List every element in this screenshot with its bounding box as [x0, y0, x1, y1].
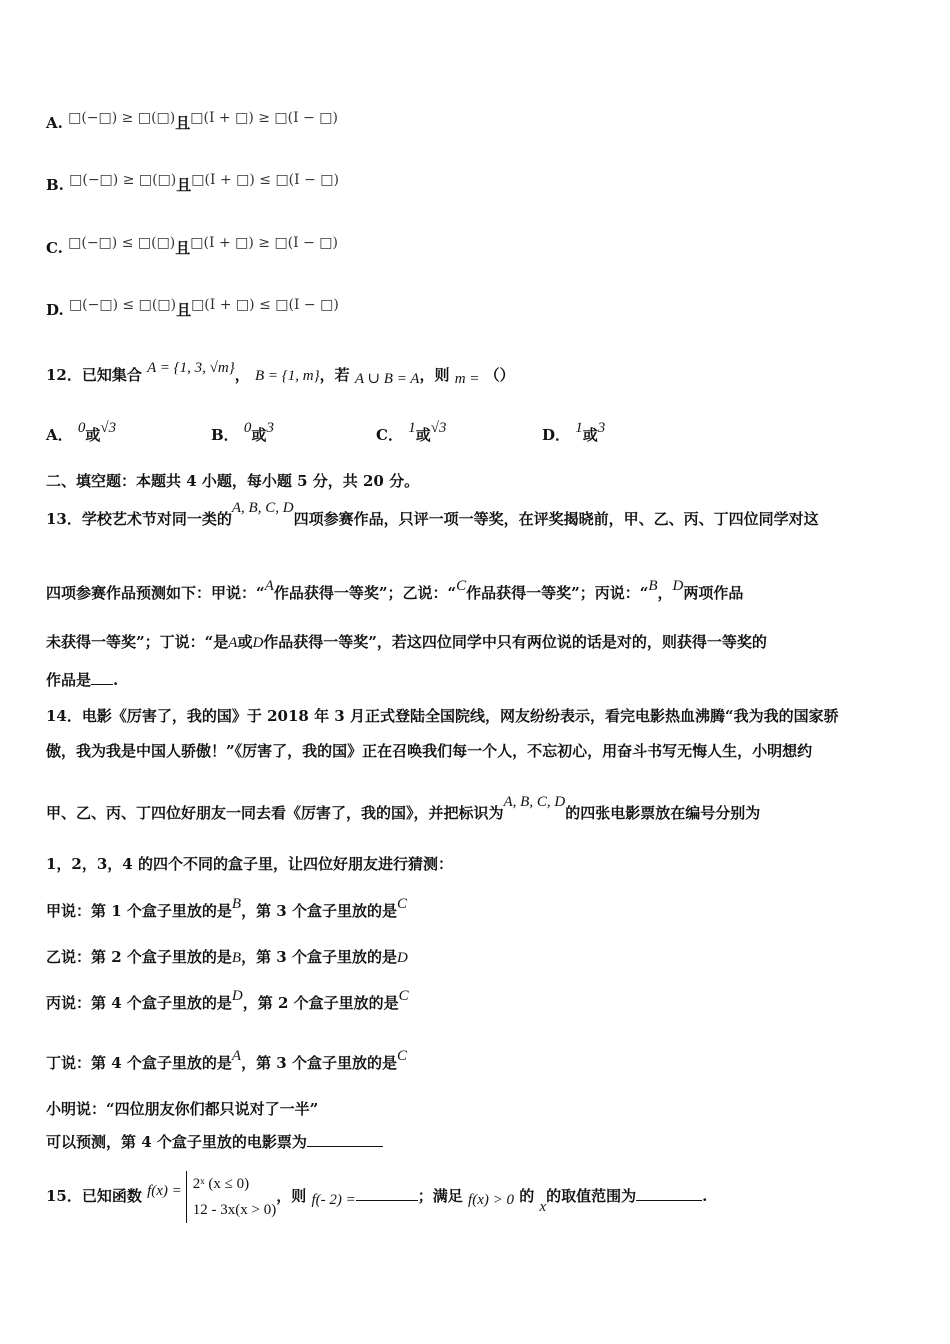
- math-expr: C: [396, 1048, 407, 1064]
- function-name: f(x) =: [147, 1183, 182, 1199]
- option-right-expr: □(I + □) ≤ □(I − □): [191, 297, 339, 313]
- guess-ding: [46, 1048, 407, 1075]
- set-b-expr: B = {1, m}: [254, 368, 320, 384]
- q11-option-d: [46, 299, 339, 322]
- option-label: D．: [542, 426, 571, 444]
- guess-text: ，第 2 个盒子里放的是: [242, 994, 399, 1012]
- math-expr: B: [231, 896, 242, 912]
- answer-blank[interactable]: [91, 670, 113, 685]
- option-connector: 且: [175, 114, 191, 132]
- section-heading: 二、填空题：本题共 4 小题，每小题 5 分，共 20 分。: [46, 472, 420, 490]
- math-expr: D: [396, 950, 408, 966]
- stem-text: 可以预测，第 4 个盒子里放的电影票为: [46, 1133, 307, 1151]
- option-label: A．: [46, 426, 73, 444]
- guess-jia: [46, 896, 407, 923]
- option-label: D.: [46, 301, 64, 319]
- guess-text: 丁说：第 4 个盒子里放的是: [46, 1054, 232, 1072]
- math-variable: x: [539, 1199, 547, 1215]
- math-expr: A: [264, 578, 274, 594]
- stem-text: 作品是: [46, 671, 92, 689]
- option-value: 0: [243, 420, 252, 436]
- stem-text: 四项参赛作品，只评一项一等奖，在评奖揭晓前，甲、乙、丙、丁四位同学对这: [293, 510, 819, 528]
- guess-text: 丙说：第 4 个盒子里放的是: [46, 994, 232, 1012]
- guess-text: ，第 3 个盒子里放的是: [241, 948, 397, 966]
- math-expr: A, B, C, D: [231, 500, 294, 516]
- option-label: B.: [46, 176, 64, 194]
- guess-text: 甲说：第 1 个盒子里放的是: [46, 902, 232, 920]
- stem-text: 作品获得一等奖”，若这四位同学中只有两位说的话是对的，则获得一等奖的: [263, 633, 767, 651]
- q13-line-1: [46, 500, 819, 531]
- stem-text: 的四张电影票放在编号分别为: [565, 804, 761, 822]
- math-expr: C: [456, 578, 467, 594]
- stem-text: 作品获得一等奖”；乙说：“: [273, 584, 457, 602]
- option-value: 1: [575, 420, 583, 436]
- option-value: √3: [100, 420, 117, 436]
- option-label: B．: [211, 426, 239, 444]
- math-expr: A: [228, 635, 238, 651]
- q11-option-c: [46, 237, 338, 260]
- q14-line-2: 傲，我为我是中国人骄傲！”《厉害了，我的国》正在召唤我们每一个人，不忘初心，用奋斗书写无悔人生，小明想约: [46, 742, 813, 760]
- q13-line-4: 作品是 .: [46, 671, 119, 689]
- stem-text: 15．已知函数: [46, 1187, 142, 1205]
- guess-bing: [46, 988, 409, 1015]
- option-left-expr: □(−□) ≥ □(□): [69, 172, 177, 188]
- option-value: √3: [430, 420, 447, 436]
- option-connector: 且: [175, 239, 191, 257]
- q13-line-2: [46, 578, 744, 605]
- math-expr: A: [231, 1048, 242, 1064]
- ask-expr: m =: [454, 371, 480, 387]
- stem-text: 未获得一等奖”；丁说：“是: [46, 633, 229, 651]
- q12-option-c: [376, 420, 447, 445]
- option-value: 3: [266, 420, 274, 436]
- option-value: 3: [597, 420, 606, 436]
- answer-blank-2[interactable]: [636, 1186, 702, 1201]
- q11-option-a: [46, 112, 338, 135]
- set-a-expr: A = {1, 3, √m}: [147, 360, 235, 376]
- stem-text: 或: [237, 633, 253, 651]
- option-or: 或: [582, 426, 598, 444]
- option-left-expr: □(−□) ≤ □(□): [68, 297, 177, 313]
- stem-text: 两项作品: [683, 584, 744, 602]
- math-expr: B: [231, 950, 242, 966]
- q12-stem: [46, 360, 515, 387]
- q14-line-3: [46, 794, 761, 825]
- math-expr: C: [398, 988, 409, 1004]
- stem-text: 已知集合: [81, 366, 142, 384]
- stem-text: 的取值范围为: [546, 1187, 637, 1205]
- piecewise-function: [186, 1171, 276, 1223]
- stem-text: .: [702, 1187, 708, 1205]
- math-expr: C: [396, 896, 407, 912]
- stem-text: ；满足: [417, 1187, 463, 1205]
- q11-option-b: [46, 174, 339, 197]
- option-or: 或: [85, 426, 101, 444]
- stem-text: ，: [657, 584, 673, 602]
- option-value: 0: [77, 420, 86, 436]
- option-left-expr: □(−□) ≥ □(□): [68, 110, 176, 126]
- math-expr: B: [648, 578, 658, 594]
- stem-text: ，若: [319, 366, 350, 384]
- math-expr: D: [252, 635, 264, 651]
- option-connector: 且: [176, 301, 192, 319]
- answer-blank[interactable]: [307, 1132, 383, 1147]
- guess-text: 乙说：第 2 个盒子里放的是: [46, 948, 232, 966]
- piecewise-case-1: 2ˣ (x ≤ 0): [192, 1176, 250, 1192]
- stem-text: 13．学校艺术节对同一类的: [46, 510, 232, 528]
- q14-last-line: [46, 1131, 383, 1153]
- q14-line-1: 14．电影《厉害了，我的国》于 2018 年 3 月正式登陆全国院线，网友纷纷表示，看完电影热血沸腾“我为我的国家骄: [46, 707, 839, 725]
- math-expr: f(x) > 0: [468, 1192, 514, 1208]
- option-value: 1: [408, 420, 416, 436]
- q14-line-4: 1，2，3，4 的四个不同的盒子里，让四位好朋友进行猜测：: [46, 855, 453, 873]
- stem-text: ，则: [419, 366, 450, 384]
- q12-option-a: [46, 420, 117, 445]
- option-connector: 且: [176, 176, 192, 194]
- xiaoming-says: 小明说：“四位朋友你们都只说对了一半”: [46, 1100, 319, 1118]
- stem-text: 四项参赛作品预测如下：甲说：“: [46, 584, 265, 602]
- guess-yi: [46, 946, 408, 969]
- q15-stem: [46, 1168, 707, 1225]
- guess-text: ，第 3 个盒子里放的是: [241, 1054, 397, 1072]
- option-right-expr: □(I + □) ≥ □(I − □): [190, 235, 338, 251]
- stem-text: 作品获得一等奖”；丙说：“: [466, 584, 649, 602]
- stem-text: 的: [519, 1187, 535, 1205]
- math-expr: D: [672, 578, 684, 594]
- q13-line-3: [46, 631, 767, 654]
- option-label: A.: [46, 114, 63, 132]
- math-expr: f(- 2) =: [311, 1192, 356, 1208]
- option-right-expr: □(I + □) ≥ □(I − □): [190, 110, 338, 126]
- union-condition: A ∪ B = A: [354, 371, 420, 387]
- math-expr: D: [231, 988, 243, 1004]
- option-or: 或: [415, 426, 431, 444]
- q12-option-b: [211, 420, 274, 445]
- question-number: 12．: [46, 366, 82, 384]
- math-expr: A, B, C, D: [503, 794, 566, 810]
- option-label: C．: [376, 426, 403, 444]
- stem-text: ，则: [276, 1187, 307, 1205]
- answer-paren: （）: [484, 366, 515, 384]
- option-right-expr: □(I + □) ≤ □(I − □): [191, 172, 339, 188]
- guess-text: ，第 3 个盒子里放的是: [241, 902, 397, 920]
- stem-text: 甲、乙、丙、丁四位好朋友一同去看《厉害了，我的国》，并把标识为: [46, 804, 504, 822]
- stem-text: ，: [234, 366, 250, 384]
- piecewise-case-2: 12 - 3x(x > 0): [192, 1202, 277, 1218]
- option-left-expr: □(−□) ≤ □(□): [68, 235, 176, 251]
- option-label: C.: [46, 239, 63, 257]
- answer-blank-1[interactable]: [356, 1186, 418, 1201]
- q12-option-d: [542, 420, 606, 445]
- option-or: 或: [251, 426, 267, 444]
